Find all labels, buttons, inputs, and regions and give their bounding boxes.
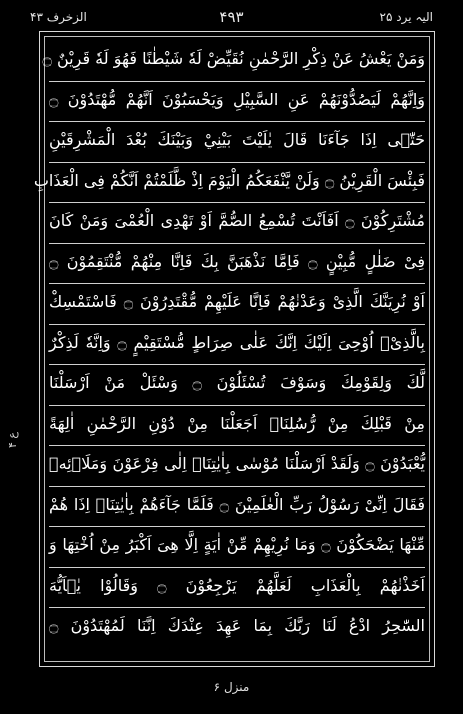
manzil-footer: منزل ۶ xyxy=(213,680,250,694)
line-divider xyxy=(49,567,425,568)
page-frame xyxy=(33,31,435,667)
line-divider xyxy=(49,405,425,406)
verse-line: اَخَذْنٰهُمْ بِالْعَذَابِ لَعَلَّهُمْ يَرْجِعُوْنَ ۝ وَقَالُوْا يٰۤاَيُّهَ xyxy=(49,575,426,595)
verse-line: وَمَنْ يَعْشُ عَنْ ذِكْرِ الرَّحْمٰنِ نُقَيِّضْ لَهٗ شَيْطٰنًا فَهُوَ لَهٗ قَرِيْنٌ ۝ xyxy=(42,49,425,68)
line-divider xyxy=(49,607,425,608)
ruku-marker: ع ۴ xyxy=(6,432,19,448)
page-inner-frame xyxy=(33,36,430,662)
verse-line: السّٰحِرُ ادْعُ لَنَا رَبَّكَ بِمَا عَهِدَ عِنْدَكَ اِنَّنَا لَمُهْتَدُوْنَ ۝ xyxy=(49,616,425,635)
line-divider xyxy=(49,81,425,82)
line-divider xyxy=(49,162,425,163)
verse-line: مِنْ قَبْلِكَ مِنْ رُّسُلِنَاۤ اَجَعَلْنَا مِنْ دُوْنِ الرَّحْمٰنِ اٰلِهَةً xyxy=(49,413,425,433)
verse-line: فَقَالَ اِنِّىْ رَسُوْلُ رَبِّ الْعٰلَمِيْنَ ۝ فَلَمَّا جَآءَهُمْ بِاٰيٰتِنَاۤ اِذَا هُمْ xyxy=(49,494,426,514)
line-divider xyxy=(49,526,425,527)
verse-line: بِالَّذِىْۤ اُوْحِىَ اِلَيْكَ اِنَّكَ عَلٰى صِرَاطٍ مُّسْتَقِيْمٍ ۝ وَاِنَّهٗ لَذِكْرٌ xyxy=(49,332,426,352)
line-divider xyxy=(49,364,425,365)
line-divider xyxy=(49,202,425,203)
line-divider xyxy=(49,121,425,122)
verse-line: مُشْتَرِكُوْنَ ۝ اَفَاَنْتَ تُسْمِعُ الصُّمَّ اَوْ تَهْدِى الْعُمْىَ وَمَنْ كَانَ xyxy=(49,211,426,230)
surah-name-header: الزخرف ۴۳ xyxy=(30,10,87,24)
line-divider xyxy=(49,486,425,487)
verse-line: اَوْ نُرِيَنَّكَ الَّذِىْ وَعَدْنٰهُمْ فَاِنَّا عَلَيْهِمْ مُّقْتَدِرُوْنَ ۝ فَاسْتَمْسِكْ xyxy=(49,292,425,311)
line-divider xyxy=(49,445,425,446)
verse-line: فَبِئْسَ الْقَرِيْنُ ۝ وَلَنْ يَّنْفَعَكُمُ الْيَوْمَ اِذْ ظَّلَمْتُمْ اَنَّكُمْ فِى الْعَذَابِ xyxy=(33,170,425,190)
verse-line: حَتّٰۤى اِذَا جَآءَنَا قَالَ يٰلَيْتَ بَيْنِيْ وَبَيْنَكَ بُعْدَ الْمَشْرِقَيْنِ xyxy=(49,130,425,149)
verse-line: مِّنْهَا يَضْحَكُوْنَ ۝ وَمَا نُرِيْهِمْ مِّنْ اٰيَةٍ اِلَّا هِىَ اَكْبَرُ مِنْ اُخْتِهَا وَ xyxy=(49,535,426,554)
line-divider xyxy=(49,283,425,284)
juz-name-header: الیہ یرد ۲۵ xyxy=(379,10,433,24)
verse-line: وَاِنَّهُمْ لَيَصُدُّوْنَهُمْ عَنِ السَّبِيْلِ وَيَحْسَبُوْنَ اَنَّهُمْ مُّهْتَدُوْنَ ۝ xyxy=(49,89,425,109)
verse-line: فِىْ ضَلٰلٍ مُّبِيْنٍ ۝ فَاِمَّا نَذْهَبَنَّ بِكَ فَاِنَّا مِنْهُمْ مُّنْتَقِمُوْنَ ۝ xyxy=(49,251,425,271)
verse-line: لَّكَ وَلِقَوْمِكَ وَسَوْفَ تُسْئَلُوْنَ ۝ وَسْئَلْ مَنْ اَرْسَلْنَا xyxy=(49,373,425,392)
page-number: ۴۹۳ xyxy=(219,8,244,26)
line-divider xyxy=(49,243,425,244)
verse-lines xyxy=(33,37,429,661)
line-divider xyxy=(49,324,425,325)
verse-line: يُّعْبَدُوْنَ ۝ وَلَقَدْ اَرْسَلْنَا مُوْسٰى بِاٰيٰتِنَاۤ اِلٰى فِرْعَوْنَ وَمَلَا۟ئِهٖ xyxy=(49,454,425,473)
